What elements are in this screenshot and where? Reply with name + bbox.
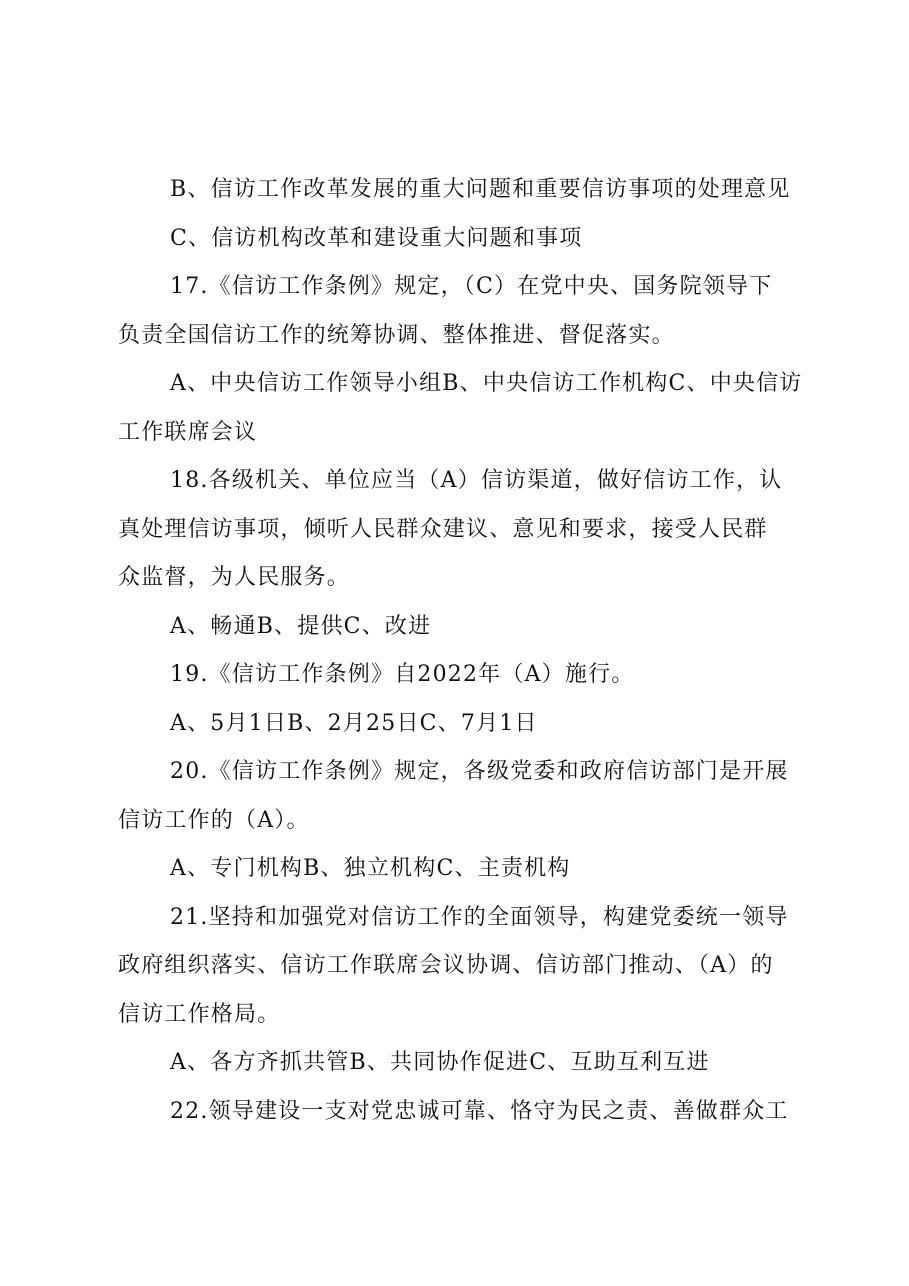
text-line: 19.《信访工作条例》自2022年（A）施行。 — [170, 662, 635, 687]
text-line: 18.各级机关、单位应当（A）信访渠道，做好信访工作，认 — [170, 468, 783, 493]
text-line: 20.《信访工作条例》规定，各级党委和政府信访部门是开展 — [170, 759, 789, 784]
text-line: A、畅通B、提供C、改进 — [170, 613, 432, 639]
text-line: 21.坚持和加强党对信访工作的全面领导，构建党委统一领导 — [170, 904, 789, 930]
text-line: 众监督，为人民服务。 — [118, 565, 351, 590]
text-line: 信访工作格局。 — [118, 1001, 281, 1027]
text-line: 工作联席会议 — [118, 419, 258, 445]
text-line: 17.《信访工作条例》规定，（C）在党中央、国务院领导下 — [170, 274, 773, 299]
document-body — [118, 166, 823, 1136]
text-line: 信访工作的（A）。 — [118, 807, 310, 833]
text-line: 政府组织落实、信访工作联席会议协调、信访部门推动、（A）的 — [118, 953, 774, 978]
text-line: A、专门机构B、独立机构C、主责机构 — [170, 856, 571, 881]
text-line: B、信访工作改革发展的重大问题和重要信访事项的处理意见 — [170, 177, 791, 202]
text-line: 负责全国信访工作的统筹协调、整体推进、督促落实。 — [118, 322, 675, 348]
text-line: 真处理信访事项，倾听人民群众建议、意见和要求，接受人民群 — [118, 516, 768, 542]
text-line: A、各方齐抓共管B、共同协作促进C、互助互利互进 — [170, 1050, 710, 1075]
text-line: 22.领导建设一支对党忠诚可靠、恪守为民之责、善做群众工 — [170, 1098, 789, 1124]
text-line: C、信访机构改革和建设重大问题和事项 — [170, 225, 583, 251]
text-line: A、5月1日B、2月25日C、7月1日 — [170, 710, 538, 736]
text-line: A、中央信访工作领导小组B、中央信访工作机构C、中央信访 — [170, 371, 803, 396]
